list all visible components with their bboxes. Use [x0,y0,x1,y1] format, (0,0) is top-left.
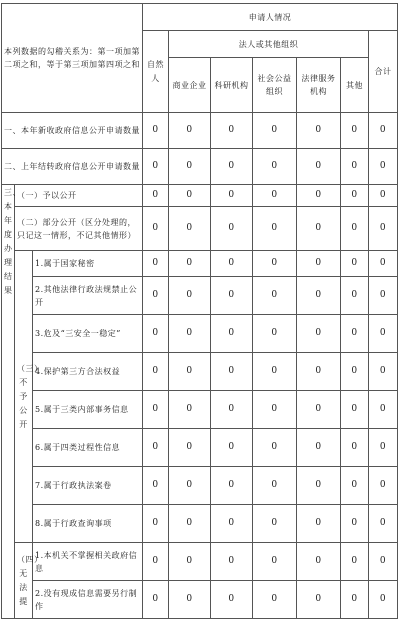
cell-value: 0 [169,353,211,391]
table-row [2,277,398,315]
cell-value: 0 [211,429,253,467]
table-row [2,113,398,149]
cell-value: 0 [211,277,253,315]
cell-value: 0 [341,185,369,207]
cell-value: 0 [253,543,297,581]
cell-value: 0 [297,251,341,277]
cell-value: 0 [369,315,398,353]
cell-value: 0 [169,277,211,315]
total-header [369,31,398,113]
group-3d-label [15,543,43,619]
cell-value: 0 [297,185,341,207]
row-label: 7.属于行政执法案卷 [33,467,143,505]
cell-value: 0 [341,543,369,581]
cell-value: 0 [369,391,398,429]
cell-value: 0 [169,185,211,207]
cell-value: 0 [211,391,253,429]
cell-value: 0 [341,505,369,543]
cell-value: 0 [297,429,341,467]
cell-value: 0 [143,543,169,581]
row-label: 一、本年新收政府信息公开申请数量 [2,113,143,149]
row-label: 6.属于四类过程性信息 [33,429,143,467]
cell-value: 0 [341,149,369,185]
cell-value: 0 [253,581,297,619]
cell-value: 0 [211,581,253,619]
table-row [2,429,398,467]
cell-value: 0 [169,429,211,467]
row-label: 3.危及“三安全一稳定” [33,315,143,353]
cell-value: 0 [211,505,253,543]
cell-value: 0 [341,207,369,251]
cell-value: 0 [211,467,253,505]
cell-value: 0 [341,391,369,429]
other-header: 其他 [341,58,369,113]
cell-value: 0 [369,429,398,467]
cell-value: 0 [369,207,398,251]
cell-value: 0 [297,467,341,505]
cell-value: 0 [369,113,398,149]
cell-value: 0 [297,353,341,391]
cell-value: 0 [341,581,369,619]
cell-value: 0 [297,113,341,149]
natural-person-header [143,31,169,113]
row-label: 8.属于行政查询事项 [33,505,143,543]
cell-value: 0 [143,113,169,149]
cell-value: 0 [253,353,297,391]
table-row [2,149,398,185]
row-label: 4.保护第三方合法权益 [33,353,143,391]
cell-value: 0 [143,391,169,429]
cell-value: 0 [341,113,369,149]
cell-value: 0 [341,429,369,467]
group-3c-label [15,251,43,543]
cell-value: 0 [143,353,169,391]
cell-value: 0 [341,353,369,391]
cell-value: 0 [169,581,211,619]
group-3c-text: （三）不予公开 [17,363,43,429]
table-row [2,207,398,251]
cell-value: 0 [211,149,253,185]
cell-value: 0 [253,113,297,149]
cell-value: 0 [169,467,211,505]
cell-value: 0 [143,207,169,251]
cell-value: 0 [211,251,253,277]
cell-value: 0 [297,505,341,543]
cell-value: 0 [253,149,297,185]
cell-value: 0 [297,543,341,581]
row-label: 1.属于国家秘密 [33,251,143,277]
cell-value: 0 [211,543,253,581]
applicant-header: 申请人情况 [143,4,398,31]
cell-value: 0 [169,391,211,429]
table-row [2,467,398,505]
row-label: 2.其他法律行政法规禁止公开 [33,277,143,315]
cell-value: 0 [211,315,253,353]
cell-value: 0 [369,251,398,277]
cell-value: 0 [369,543,398,581]
cell-value: 0 [297,391,341,429]
commercial-header: 商业企业 [169,58,211,113]
legal-group-header: 法人或其他组织 [169,31,369,58]
row-label: （二）部分公开（区分处理的，只记这一情形，不记其他情形） [15,207,143,251]
cell-value: 0 [211,113,253,149]
research-header: 科研机构 [211,58,253,113]
cell-value: 0 [143,429,169,467]
cell-value: 0 [297,277,341,315]
cell-value: 0 [253,505,297,543]
table-row [2,353,398,391]
cell-value: 0 [143,277,169,315]
table-row [2,315,398,353]
table-row [2,391,398,429]
cell-value: 0 [297,581,341,619]
cell-value: 0 [143,185,169,207]
cell-value: 0 [253,429,297,467]
cell-value: 0 [169,149,211,185]
cell-value: 0 [253,251,297,277]
section-3-label [2,185,21,619]
cell-value: 0 [341,277,369,315]
cell-value: 0 [341,467,369,505]
cell-value: 0 [211,185,253,207]
row-label: 二、上年结转政府信息公开申请数量 [2,149,143,185]
section-3-text: 三、本年度办理结果 [4,188,21,295]
cell-value: 0 [143,251,169,277]
cell-value: 0 [253,185,297,207]
cell-value: 0 [169,505,211,543]
cell-value: 0 [143,149,169,185]
cell-value: 0 [143,467,169,505]
cell-value: 0 [253,207,297,251]
table-row [2,185,398,207]
header-row-1 [2,4,398,31]
table-row [2,543,398,581]
cell-value: 0 [369,277,398,315]
table-row [2,505,398,543]
row-label: 5.属于三类内部事务信息 [33,391,143,429]
cell-value: 0 [169,113,211,149]
statistics-table [1,3,398,619]
cell-value: 0 [143,581,169,619]
cell-value: 0 [369,353,398,391]
cell-value: 0 [369,505,398,543]
cell-value: 0 [211,353,253,391]
natural-person-label: 自然人 [147,59,165,83]
cell-value: 0 [253,277,297,315]
cell-value: 0 [169,251,211,277]
cell-value: 0 [369,581,398,619]
cell-value: 0 [297,149,341,185]
relation-note: 本列数据的勾稽关系为：第一项加第二项之和，等于第三项加第四项之和 [2,4,143,113]
table-row [2,251,398,277]
row-label: 1.本机关不掌握相关政府信息 [33,543,143,581]
cell-value: 0 [211,207,253,251]
cell-value: 0 [341,315,369,353]
group-3d-text: （四）无法提 [17,554,43,606]
cell-value: 0 [143,315,169,353]
cell-value: 0 [143,505,169,543]
cell-value: 0 [253,315,297,353]
cell-value: 0 [253,467,297,505]
cell-value: 0 [169,543,211,581]
cell-value: 0 [253,391,297,429]
social-header: 社会公益组织 [253,58,297,113]
cell-value: 0 [341,251,369,277]
row-label: （一）予以公开 [15,185,143,207]
cell-value: 0 [297,315,341,353]
total-label: 合计 [374,66,392,76]
row-label: 2.没有现成信息需要另行制作 [33,581,143,619]
table-row [2,581,398,619]
cell-value: 0 [169,315,211,353]
legal-service-header: 法律服务机构 [297,58,341,113]
cell-value: 0 [369,149,398,185]
cell-value: 0 [297,207,341,251]
cell-value: 0 [369,467,398,505]
cell-value: 0 [169,207,211,251]
cell-value: 0 [369,185,398,207]
